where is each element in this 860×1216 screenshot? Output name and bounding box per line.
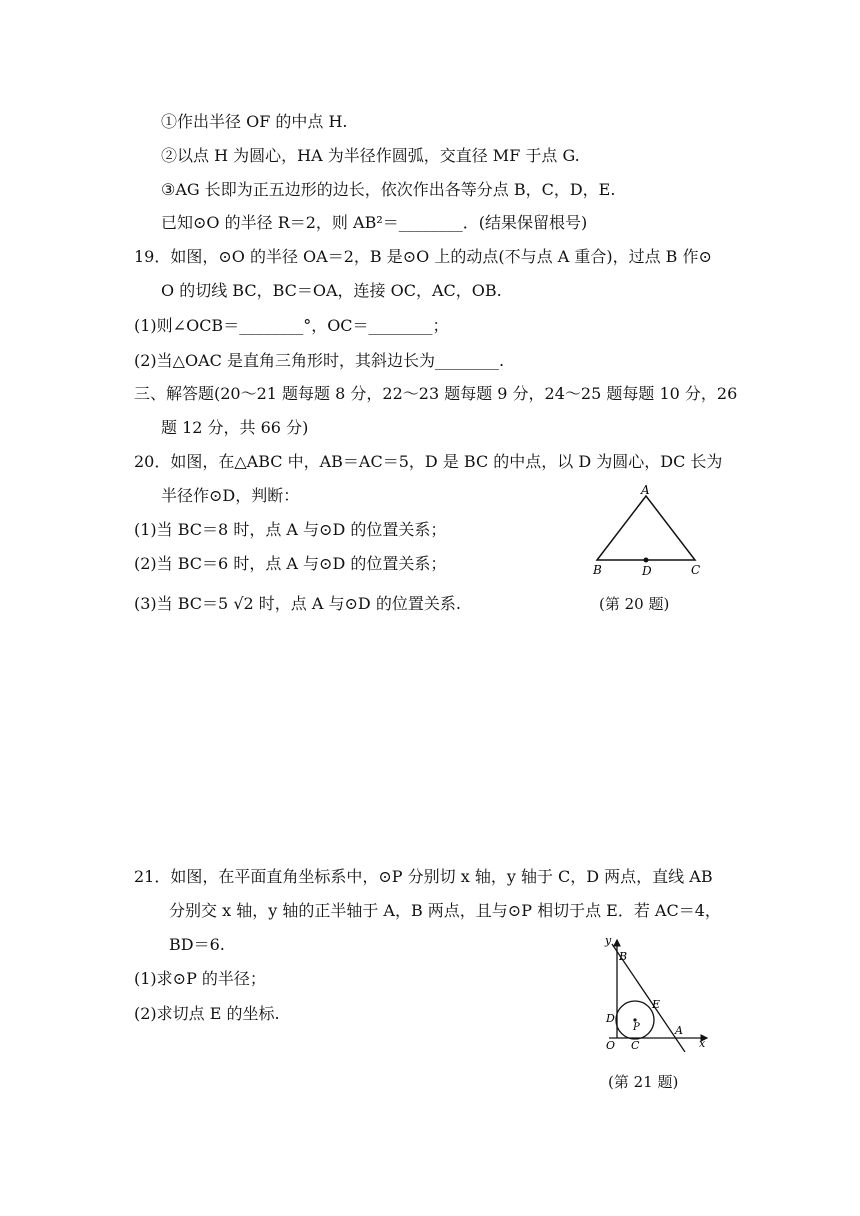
label-c: C <box>691 563 701 576</box>
label-x: x <box>699 1037 706 1050</box>
q19-part-1: (1)则∠OCB＝________°，OC＝________； <box>134 316 449 335</box>
midpoint-d-dot <box>644 558 649 563</box>
q20-part-1: (1)当 BC＝8 时，点 A 与⊙D 的位置关系； <box>134 520 447 539</box>
label-d: D <box>642 564 652 576</box>
step-3: ③AG 长即为正五边形的边长，依次作出各等分点 B，C，D，E. <box>161 180 616 199</box>
q20-line-2: 半径作⊙D，判断： <box>161 486 300 505</box>
q20-line-1: 20．如图，在△ABC 中，AB＝AC＝5，D 是 BC 的中点，以 D 为圆心，DC 长为 <box>134 452 723 471</box>
section-3-header-line-1: 三、解答题(20～21 题每题 8 分，22～23 题每题 9 分，24～25 题每题 10 分，26 <box>134 384 738 403</box>
q20-triangle-figure <box>585 484 715 576</box>
label-b: B <box>619 950 628 963</box>
q21-caption: (第 21 题) <box>608 1073 679 1091</box>
label-a: A <box>641 484 650 497</box>
q20-part-2: (2)当 BC＝6 时，点 A 与⊙D 的位置关系； <box>134 554 447 573</box>
label-p: P <box>633 1022 640 1033</box>
q20-caption: (第 20 题) <box>599 595 670 613</box>
label-y: y <box>605 934 612 947</box>
q19-part-2: (2)当△OAC 是直角三角形时，其斜边长为________. <box>134 351 505 370</box>
q20-part-3: (3)当 BC＝5 √2 时，点 A 与⊙D 的位置关系. <box>134 594 461 613</box>
step-4-given: 已知⊙O 的半径 R＝2，则 AB²＝________．(结果保留根号) <box>161 213 588 232</box>
label-d: D <box>606 1012 615 1025</box>
label-b: B <box>593 563 602 576</box>
step-1: ①作出半径 OF 的中点 H. <box>161 112 348 131</box>
q21-part-2: (2)求切点 E 的坐标. <box>134 1004 280 1023</box>
step-2: ②以点 H 为圆心，HA 为半径作圆弧，交直径 MF 于点 G. <box>161 146 580 165</box>
q21-coordinate-figure <box>595 932 720 1052</box>
label-c: C <box>631 1039 640 1052</box>
triangle-abc <box>597 496 695 560</box>
section-3-header-line-2: 题 12 分，共 66 分) <box>161 418 309 437</box>
label-a: A <box>675 1024 683 1037</box>
q21-line-1: 21．如图，在平面直角坐标系中，⊙P 分别切 x 轴，y 轴于 C，D 两点，直线 AB <box>134 867 713 886</box>
label-e: E <box>652 998 661 1011</box>
q19-line-2: O 的切线 BC，BC＝OA，连接 OC，AC，OB. <box>161 281 502 300</box>
label-o: O <box>606 1039 616 1052</box>
q21-line-3: BD＝6. <box>169 935 225 954</box>
q21-part-1: (1)求⊙P 的半径； <box>134 969 266 988</box>
q19-line-1: 19．如图，⊙O 的半径 OA＝2，B 是⊙O 上的动点(不与点 A 重合)，过点 B 作⊙ <box>134 247 712 266</box>
q21-line-2: 分别交 x 轴，y 轴的正半轴于 A，B 两点，且与⊙P 相切于点 E．若 AC＝4， <box>169 901 721 920</box>
